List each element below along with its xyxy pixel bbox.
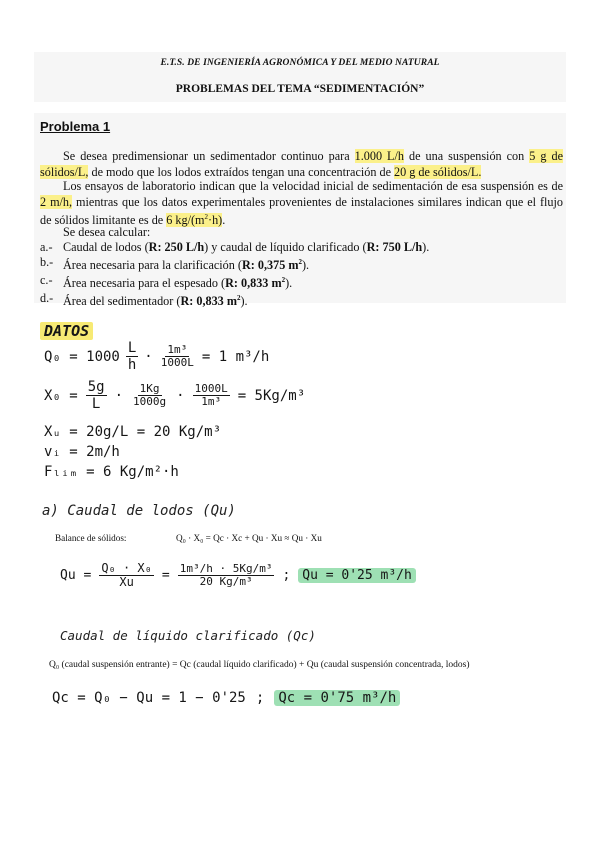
datos-title-text: DATOS: [40, 322, 93, 340]
section-a-heading: a) Caudal de lodos (Qu): [42, 503, 236, 519]
item-a-text3: ).: [422, 240, 430, 254]
item-label: d.-: [40, 291, 54, 306]
qu-f2-num: 1m³/h · 5Kg/m³: [179, 562, 273, 576]
p2-flux-sup: 2: [204, 213, 209, 221]
p1-highlight-sludge: 20 g de sólidos/L.: [394, 164, 482, 179]
list-item: [40, 291, 563, 309]
section-c-heading: Caudal de líquido clarificado (Qc): [60, 628, 316, 643]
q0-equation: [44, 341, 269, 373]
x0-f3-den: 1m³: [201, 394, 222, 408]
qu-fraction-1: [99, 562, 154, 589]
item-a-answer2: R: 750 L/h: [366, 240, 423, 254]
item-c-sup: 2: [281, 276, 286, 285]
item-label: a.-: [40, 240, 53, 254]
p2-text-c: .: [222, 213, 226, 228]
qu-equation: [60, 562, 416, 589]
item-c-text: Área necesaria para el espesado (: [63, 276, 226, 291]
balance-equation: Q₀ · X₀ = Qc · Xc + Qu · Xu ≈ Qu · Xu: [176, 533, 322, 543]
item-c-answer: [225, 276, 285, 290]
q0-f1-num: L: [127, 340, 137, 356]
item-b-answer: [242, 258, 302, 272]
p2-flux-text: 6 kg/(m: [166, 213, 205, 228]
p2-flux-end: ·h): [208, 213, 223, 228]
p1-text-a: Se desea predimensionar un sedimentador continuo para: [63, 149, 355, 163]
qc-result: Qc = 0'75 m³/h: [274, 690, 400, 706]
q0-dot: ·: [144, 348, 153, 365]
school-name: E.T.S. DE INGENIERÍA AGRONÓMICA Y DEL MEDIO NATURAL: [160, 58, 440, 68]
problem-paragraph-3: Se desea calcular:: [63, 225, 151, 239]
item-b-sup: 2: [298, 258, 302, 266]
qu-f1-den: Xu: [119, 574, 134, 589]
flow-balance-equation: Q₀ (caudal suspensión entrante) = Qc (caudal líquido clarificado) + Qu (caudal suspensión concentrada, lodos): [49, 660, 470, 670]
x0-lhs: X₀ =: [44, 387, 78, 404]
qu-f2-den: 20 Kg/m³: [199, 574, 253, 588]
item-text: [63, 273, 292, 291]
list-item: [40, 255, 563, 273]
item-b-text2: ).: [302, 258, 310, 273]
item-text: [63, 291, 248, 309]
question-list: [40, 240, 563, 309]
p2-highlight-velocity: 2 m/h,: [40, 194, 73, 209]
balance-label: Balance de sólidos:: [55, 533, 127, 543]
qu-equals: =: [161, 568, 170, 584]
problem-paragraph-1: [40, 149, 563, 180]
item-d-sup: 2: [236, 294, 241, 303]
item-d-text: Área del sedimentador (: [63, 294, 181, 309]
q0-fraction-1: [126, 341, 138, 373]
x0-equation: [44, 380, 305, 412]
p1-text-b: de una suspensión con: [404, 149, 530, 163]
item-b-text: Área necesaria para la clarificación (: [63, 258, 242, 273]
q0-f1-den: h: [127, 356, 137, 373]
item-label: c.-: [40, 273, 53, 288]
x0-fraction-3: [193, 383, 230, 408]
q0-f2-den: 1000L: [160, 355, 194, 369]
item-d-answer-value: R: 0,833 m: [180, 294, 237, 309]
x0-dot-2: ·: [176, 387, 185, 404]
item-c-answer-value: R: 0,833 m: [225, 276, 282, 291]
p1-highlight-solids: 5 g de sólidos/L,: [40, 149, 563, 179]
qu-f1-num: Q₀ · X₀: [101, 561, 152, 575]
qc-semicolon: ;: [255, 690, 265, 706]
list-item: [40, 273, 563, 291]
x0-f2-den: 1000g: [133, 394, 167, 408]
qu-semicolon: ;: [282, 568, 291, 584]
x0-f3-num: 1000L: [194, 382, 228, 396]
list-item: [40, 240, 563, 255]
problem-paragraph-2: [40, 179, 563, 229]
item-text: [63, 240, 429, 255]
x0-f1-num: 5g: [87, 379, 105, 395]
x0-f1-den: L: [91, 395, 101, 412]
q0-lhs: Q₀ = 1000: [44, 348, 120, 365]
p2-text-a: Los ensayos de laboratorio indican que la velocidad inicial de sedimentación de esa suspensión es de: [63, 179, 563, 193]
q0-fraction-2: [159, 344, 196, 369]
qu-fraction-2: [178, 563, 275, 588]
item-d-answer: [180, 294, 240, 308]
item-a-text: Caudal de lodos (: [63, 240, 149, 254]
x0-fraction-1: [86, 380, 107, 412]
qc-lhs: Qc = Q₀ − Qu = 1 − 0'25: [52, 690, 246, 706]
datos-title: [40, 322, 93, 340]
qu-result: Qu = 0'25 m³/h: [298, 568, 416, 583]
subject-title: PROBLEMAS DEL TEMA “SEDIMENTACIÓN”: [175, 83, 425, 95]
x0-dot-1: ·: [114, 387, 124, 404]
p1-text-c: de modo que los lodos extraídos tengan una concentración de: [88, 164, 395, 179]
flim-equation: Fₗᵢₘ = 6 Kg/m²·h: [44, 464, 179, 480]
q0-f2-num: 1m³: [167, 343, 188, 357]
item-a-text2: ) y caudal de líquido clarificado (: [204, 240, 367, 254]
item-label: b.-: [40, 255, 54, 269]
q0-rhs: = 1 m³/h: [201, 348, 270, 365]
vi-equation: vᵢ = 2m/h: [44, 444, 120, 460]
xu-equation: Xᵤ = 20g/L = 20 Kg/m³: [44, 424, 222, 440]
x0-rhs: = 5Kg/m³: [237, 387, 306, 404]
item-a-answer: R: 250 L/h: [148, 240, 205, 254]
x0-fraction-2: [131, 383, 168, 408]
item-b-answer-value: R: 0,375 m: [241, 258, 299, 273]
p2-text-b: mientras que los datos experimentales provenientes de instalaciones similares indican que el flujo de sólidos limitante es de: [40, 194, 563, 228]
problem-title: Problema 1: [40, 119, 111, 134]
item-d-text2: ).: [240, 294, 248, 309]
qc-equation: [52, 690, 400, 706]
item-text: [63, 255, 309, 273]
x0-f2-num: 1Kg: [139, 382, 160, 396]
qu-lhs: Qu =: [60, 568, 92, 584]
item-c-text2: ).: [285, 276, 293, 291]
p1-highlight-flow: 1.000 L/h: [354, 149, 404, 163]
